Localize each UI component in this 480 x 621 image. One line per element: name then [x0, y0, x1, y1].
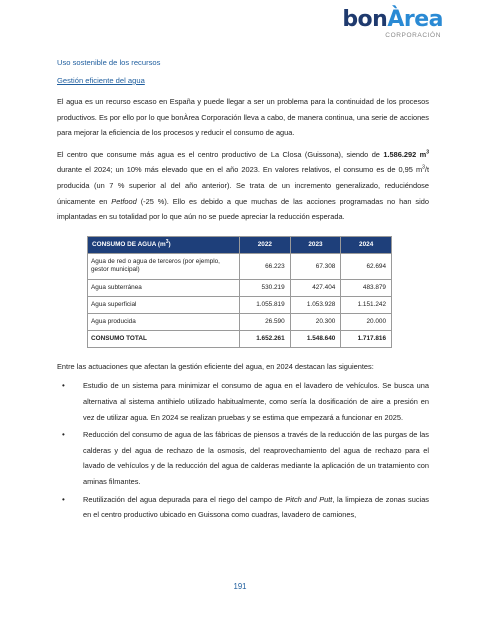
- paragraph-intro: El agua es un recurso escaso en España y puede llegar a ser un problema para la continuidad de los procesos productivos. Es por ello por lo que bonÀrea Corporación lleva a cabo, de manera continua, una serie de acciones para mejorar la eficiencia de los procesos y reducir el consumo de agua.: [57, 97, 429, 138]
- section-title: Uso sostenible de los recursos: [57, 58, 161, 67]
- water-consumption-table: [87, 236, 392, 348]
- company-logo: [342, 9, 443, 39]
- cell-value: 1.055.819: [240, 296, 291, 313]
- table-header-year: 2024: [341, 236, 392, 253]
- row-label: Agua de red o agua de terceros (por ejemplo, gestor municipal): [88, 253, 240, 279]
- table-header-year: 2022: [240, 236, 291, 253]
- cell-value: 1.717.816: [341, 330, 392, 347]
- bullet-icon: •: [62, 494, 65, 504]
- cell-value: 427.404: [290, 279, 341, 296]
- bullet-icon: •: [62, 381, 65, 391]
- cell-value: 1.151.242: [341, 296, 392, 313]
- table-row: [88, 279, 392, 296]
- list-item: • Estudio de un sistema para minimizar el consumo de agua en el lavadero de vehículos. Se busca una alternativa al sistema antihielo utilizado habitualmente, como sería la dosificación de aire a presión en vez de utilizar agua. En 2024 se realizan pruebas y se estima que empezará a funcionar en 2025.: [57, 378, 429, 425]
- table-row: [88, 253, 392, 279]
- cell-value: 26.590: [240, 313, 291, 330]
- subsection-title: Gestión eficiente del agua: [57, 76, 145, 85]
- consumption-value: 1.586.292 $m^3$: [383, 149, 429, 159]
- row-label: Agua subterránea: [88, 279, 240, 296]
- row-label: Agua superficial: [88, 296, 240, 313]
- table-total-row: [88, 330, 392, 347]
- row-label: CONSUMO TOTAL: [88, 330, 240, 347]
- paragraph-consumption: El centro que consume más agua es el centro productivo de La Closa (Guissona), siendo de 1.586.292 $m^3$ durante el 2024; un 10% más elevado que en el año 2023. En valores relativos, el consumo es de 0,95 $m^3/t$ producida (un 7 % superior al del año anterior). Se trata de un incremento generalizado, reduciéndose únicamente en Petfood (-25 %). Ello es debido a que muchas de las acciones programadas no han sido implantadas en su totalidad por lo que aún no se puede apreciar la reducción esperada.: [57, 149, 429, 222]
- logo-subtitle: CORPORACIÓN: [385, 32, 441, 39]
- cell-value: 20.300: [290, 313, 341, 330]
- table-header-row: [88, 236, 392, 253]
- table-header-label: CONSUMO DE AGUA $(m^3)$: [88, 236, 240, 253]
- table-header-year: 2023: [290, 236, 341, 253]
- cell-value: 62.694: [341, 253, 392, 279]
- cell-value: 67.308: [290, 253, 341, 279]
- cell-value: 1.652.261: [240, 330, 291, 347]
- table-row: [88, 296, 392, 313]
- actions-list: [57, 378, 429, 522]
- logo-wordmark: bonÀrea: [342, 7, 443, 32]
- cell-value: 20.000: [341, 313, 392, 330]
- page-number: 191: [233, 582, 247, 591]
- table-row: [88, 313, 392, 330]
- cell-value: 483.879: [341, 279, 392, 296]
- cell-value: 1.548.640: [290, 330, 341, 347]
- row-label: Agua producida: [88, 313, 240, 330]
- bullet-icon: •: [62, 430, 65, 440]
- page-content: [57, 58, 429, 525]
- list-item: • Reducción del consumo de agua de las fábricas de piensos a través de la reducción de las purgas de las calderas y del agua de rechazo de la osmosis, del reaprovechamiento del agua de rechazo para el lavado de vehículos y de la reducción del agua de calderas mediante la aplicación de un tratamiento con aminas filmantes.: [57, 427, 429, 489]
- list-item: • Reutilización del agua depurada para el riego del campo de Pitch and Putt, la limpieza de zonas sucias en el centro productivo ubicado en Guissona como cuadras, lavadero de camiones,: [57, 492, 429, 523]
- cell-value: 530.219: [240, 279, 291, 296]
- cell-value: 1.053.928: [290, 296, 341, 313]
- cell-value: 66.223: [240, 253, 291, 279]
- actions-intro: Entre las actuaciones que afectan la gestión eficiente del agua, en 2024 destacan las siguientes:: [57, 361, 374, 371]
